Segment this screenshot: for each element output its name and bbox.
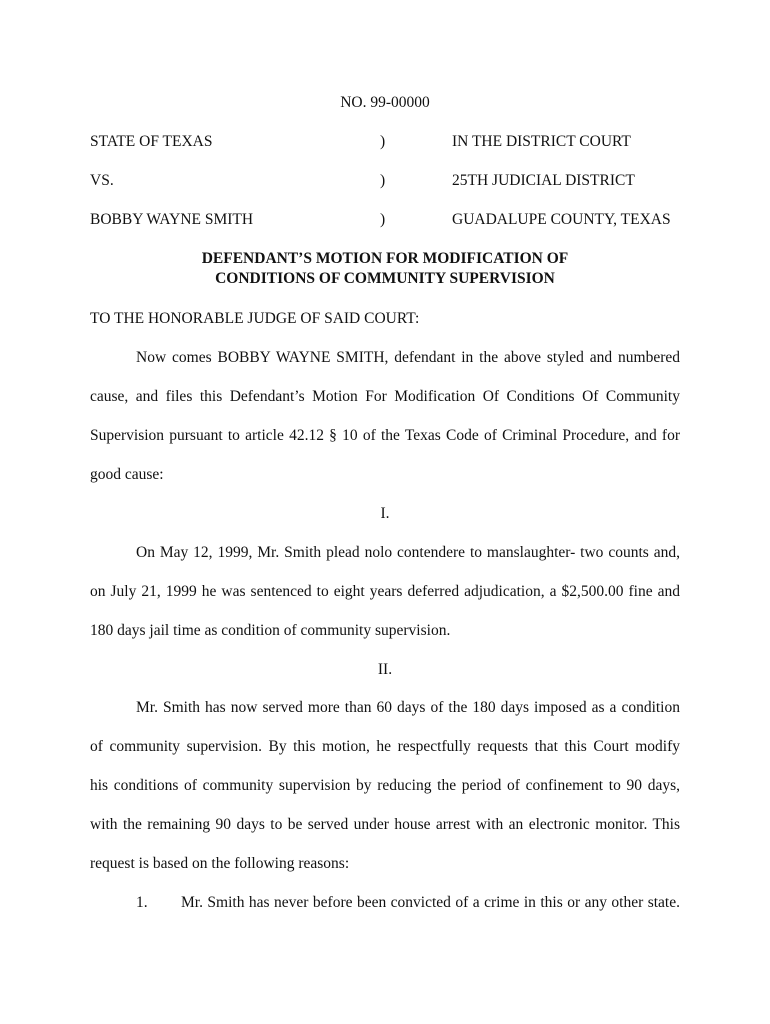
caption-left-row-1: STATE OF TEXAS bbox=[90, 133, 213, 150]
section-1-heading: I. bbox=[380, 505, 390, 522]
section-1-line-3: 180 days jail time as condition of community supervision. bbox=[90, 622, 451, 639]
section-2-line-4: with the remaining 90 days to be served under house arrest with an electronic monitor. This bbox=[90, 816, 680, 833]
reason-1-text: Mr. Smith has never before been convicted of a crime in this or any other state. bbox=[181, 894, 680, 911]
reason-1-number: 1. bbox=[136, 894, 148, 911]
caption-right-row-2: 25TH JUDICIAL DISTRICT bbox=[452, 172, 635, 189]
section-2-line-1: Mr. Smith has now served more than 60 days of the 180 days imposed as a condition bbox=[136, 699, 680, 716]
intro-line-3: Supervision pursuant to article 42.12 § 10 of the Texas Code of Criminal Procedure, and for bbox=[90, 427, 680, 444]
caption-right-row-3: GUADALUPE COUNTY, TEXAS bbox=[452, 211, 671, 228]
caption-paren-row-1: ) bbox=[380, 133, 386, 150]
caption-left-row-3: BOBBY WAYNE SMITH bbox=[90, 211, 254, 228]
motion-title-line-1: DEFENDANT’S MOTION FOR MODIFICATION OF bbox=[201, 250, 569, 267]
caption-paren-row-3: ) bbox=[380, 211, 386, 228]
caption-paren-row-2: ) bbox=[380, 172, 386, 189]
section-2-line-3: his conditions of community supervision by reducing the period of confinement to 90 days, bbox=[90, 777, 680, 794]
caption-right-row-1: IN THE DISTRICT COURT bbox=[452, 133, 631, 150]
section-2-line-2: of community supervision. By this motion, he respectfully requests that this Court modify bbox=[90, 738, 680, 755]
case-number: NO. 99-00000 bbox=[340, 94, 430, 111]
section-2-line-5: request is based on the following reasons: bbox=[90, 855, 350, 872]
intro-line-2: cause, and files this Defendant’s Motion For Modification Of Conditions Of Community bbox=[90, 388, 680, 405]
section-2-heading: II. bbox=[377, 661, 393, 678]
section-1-line-2: on July 21, 1999 he was sentenced to eight years deferred adjudication, a $2,500.00 fine and bbox=[90, 583, 680, 600]
intro-line-4: good cause: bbox=[90, 466, 164, 483]
intro-line-1: Now comes BOBBY WAYNE SMITH, defendant in the above styled and numbered bbox=[136, 349, 680, 366]
section-1-line-1: On May 12, 1999, Mr. Smith plead nolo contendere to manslaughter- two counts and, bbox=[136, 544, 680, 561]
salutation: TO THE HONORABLE JUDGE OF SAID COURT: bbox=[90, 310, 420, 327]
motion-title-line-2: CONDITIONS OF COMMUNITY SUPERVISION bbox=[215, 270, 555, 287]
caption-left-row-2: VS. bbox=[90, 172, 114, 189]
